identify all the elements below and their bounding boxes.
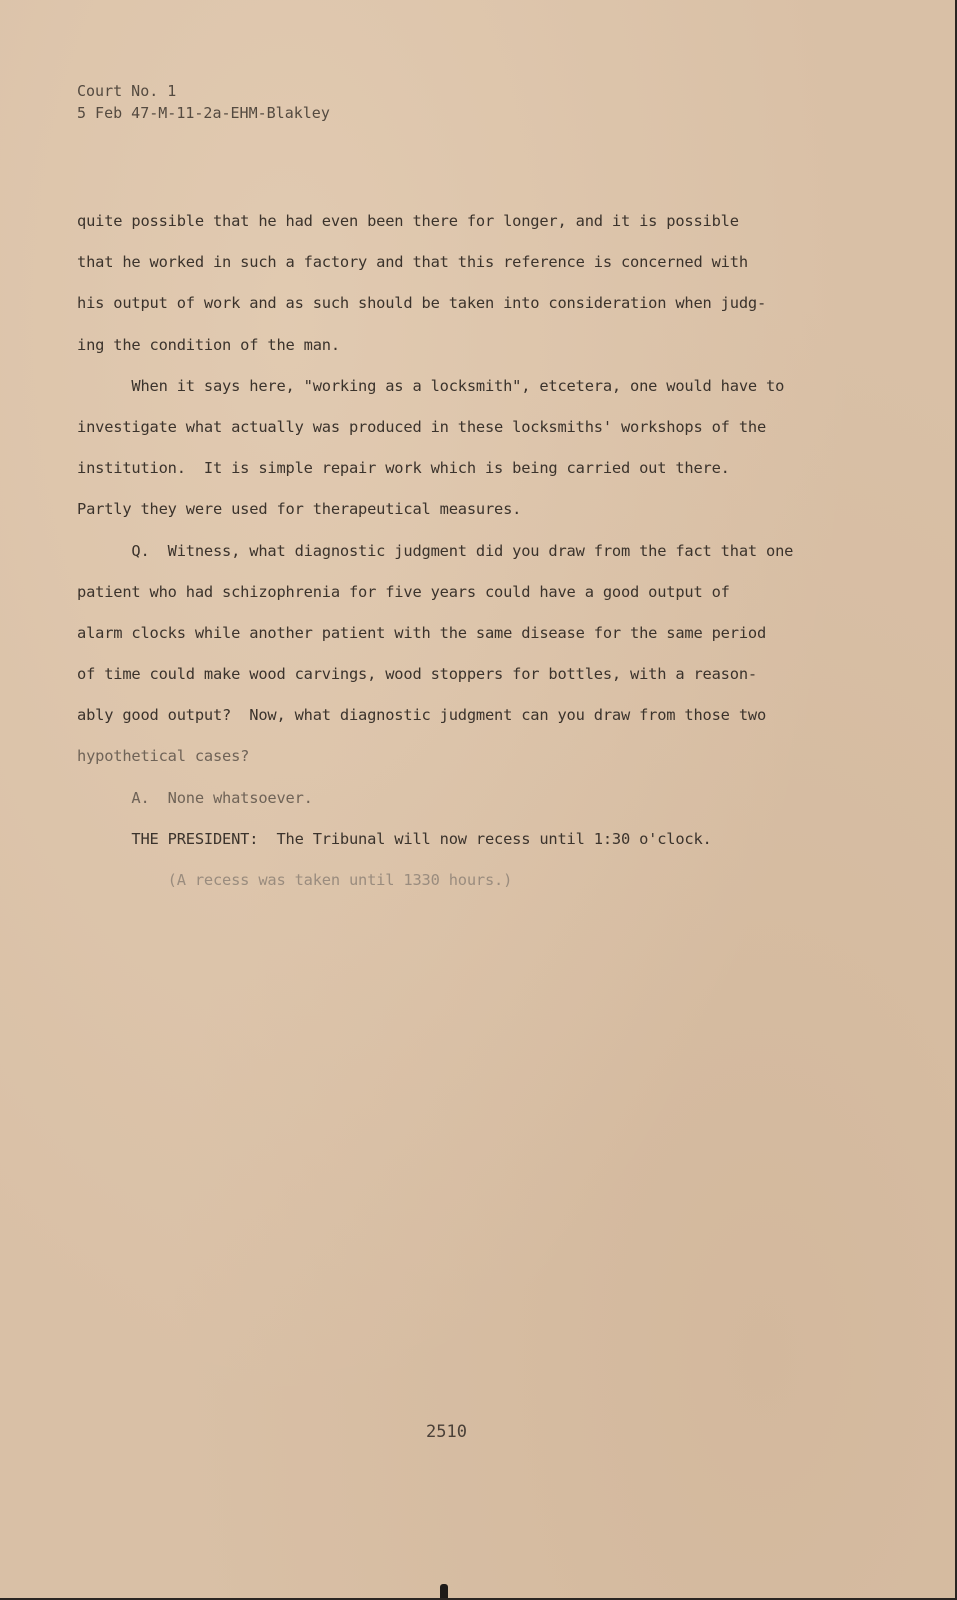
text-line: hypothetical cases? <box>77 747 250 766</box>
text-line: A. None whatsoever. <box>77 788 313 807</box>
binding-mark <box>440 1584 448 1598</box>
session-reference: 5 Feb 47-M-11-2a-EHM-Blakley <box>77 104 330 122</box>
text-line: ing the condition of the man. <box>77 335 340 354</box>
document-header <box>77 80 330 124</box>
text-line: When it says here, "working as a locksmith", etcetera, one would have to <box>77 376 785 395</box>
text-line: institution. It is simple repair work which is being carried out there. <box>77 459 730 478</box>
text-line: THE PRESIDENT: The Tribunal will now recess until 1:30 o'clock. <box>77 829 712 848</box>
text-line: his output of work and as such should be taken into consideration when judg- <box>77 294 767 313</box>
text-line: patient who had schizophrenia for five years could have a good output of <box>77 582 730 601</box>
page-number: 2510 <box>426 1422 467 1442</box>
text-line: of time could make wood carvings, wood stoppers for bottles, with a reason- <box>77 665 757 684</box>
text-line: alarm clocks while another patient with the same disease for the same period <box>77 623 767 642</box>
text-line: that he worked in such a factory and that this reference is concerned with <box>77 253 748 272</box>
text-line: (A recess was taken until 1330 hours.) <box>77 871 513 889</box>
text-line: Q. Witness, what diagnostic judgment did you draw from the fact that one <box>77 541 794 560</box>
court-number: Court No. 1 <box>77 82 177 100</box>
text-line: Partly they were used for therapeutical measures. <box>77 500 522 519</box>
transcript-body <box>77 201 877 901</box>
text-line: ably good output? Now, what diagnostic judgment can you draw from those two <box>77 706 767 725</box>
text-line: investigate what actually was produced in these locksmiths' workshops of the <box>77 417 767 436</box>
text-line: quite possible that he had even been there for longer, and it is possible <box>77 212 739 230</box>
